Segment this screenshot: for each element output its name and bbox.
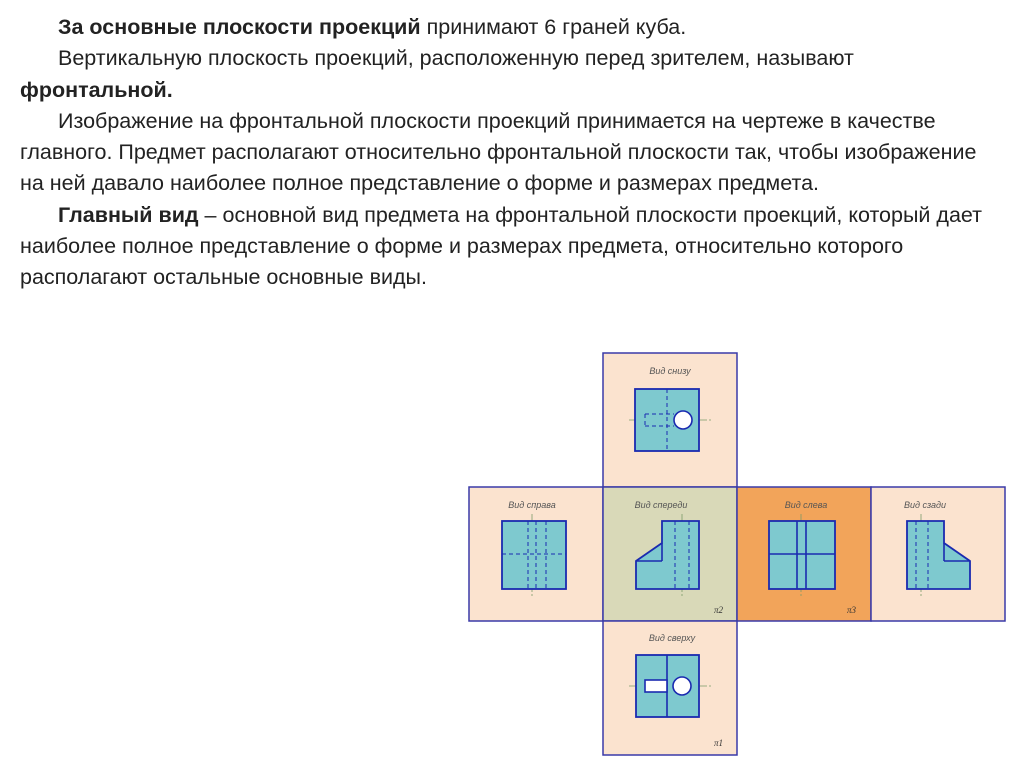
para2-text: Вертикальную плоскость проекций, расположенную перед зрителем, называют <box>58 46 854 71</box>
plane-label-pi2: π2 <box>714 605 724 615</box>
plane-label-pi1: π1 <box>714 738 724 748</box>
drawing-top-view <box>629 655 711 717</box>
label-top-view: Вид сверху <box>648 633 696 643</box>
label-bottom-view: Вид снизу <box>649 366 691 376</box>
para3-text: Изображение на фронтальной плоскости проекций принимается на чертеже в качестве главного. Предмет располагают относительно фронтальной плоскости так, чтобы изображение на ней давало наиболее полное представление о форме и размерах предмета. <box>20 108 977 196</box>
label-back-view: Вид сзади <box>903 500 947 510</box>
plane-label-pi3: π3 <box>847 605 857 615</box>
para1-bold: За основные плоскости проекций <box>58 15 421 39</box>
para4-text: – основной вид предмета на фронтальной плоскости проекций, который дает наиболее полное представление о форме и размерах предмета, относительно которого располагают остальные основные виды. <box>20 202 983 290</box>
label-front-view: Вид спереди <box>634 500 688 510</box>
drawing-bottom-view <box>629 389 711 451</box>
label-right-view: Вид справа <box>508 500 556 510</box>
para2-bold: фронтальной. <box>20 77 173 102</box>
drawing-left-view <box>769 514 835 596</box>
label-left-view: Вид слева <box>784 500 828 510</box>
para4-bold: Главный вид <box>58 202 199 227</box>
drawing-right-view <box>502 514 566 596</box>
para1-text: принимают 6 граней куба. <box>420 15 687 39</box>
